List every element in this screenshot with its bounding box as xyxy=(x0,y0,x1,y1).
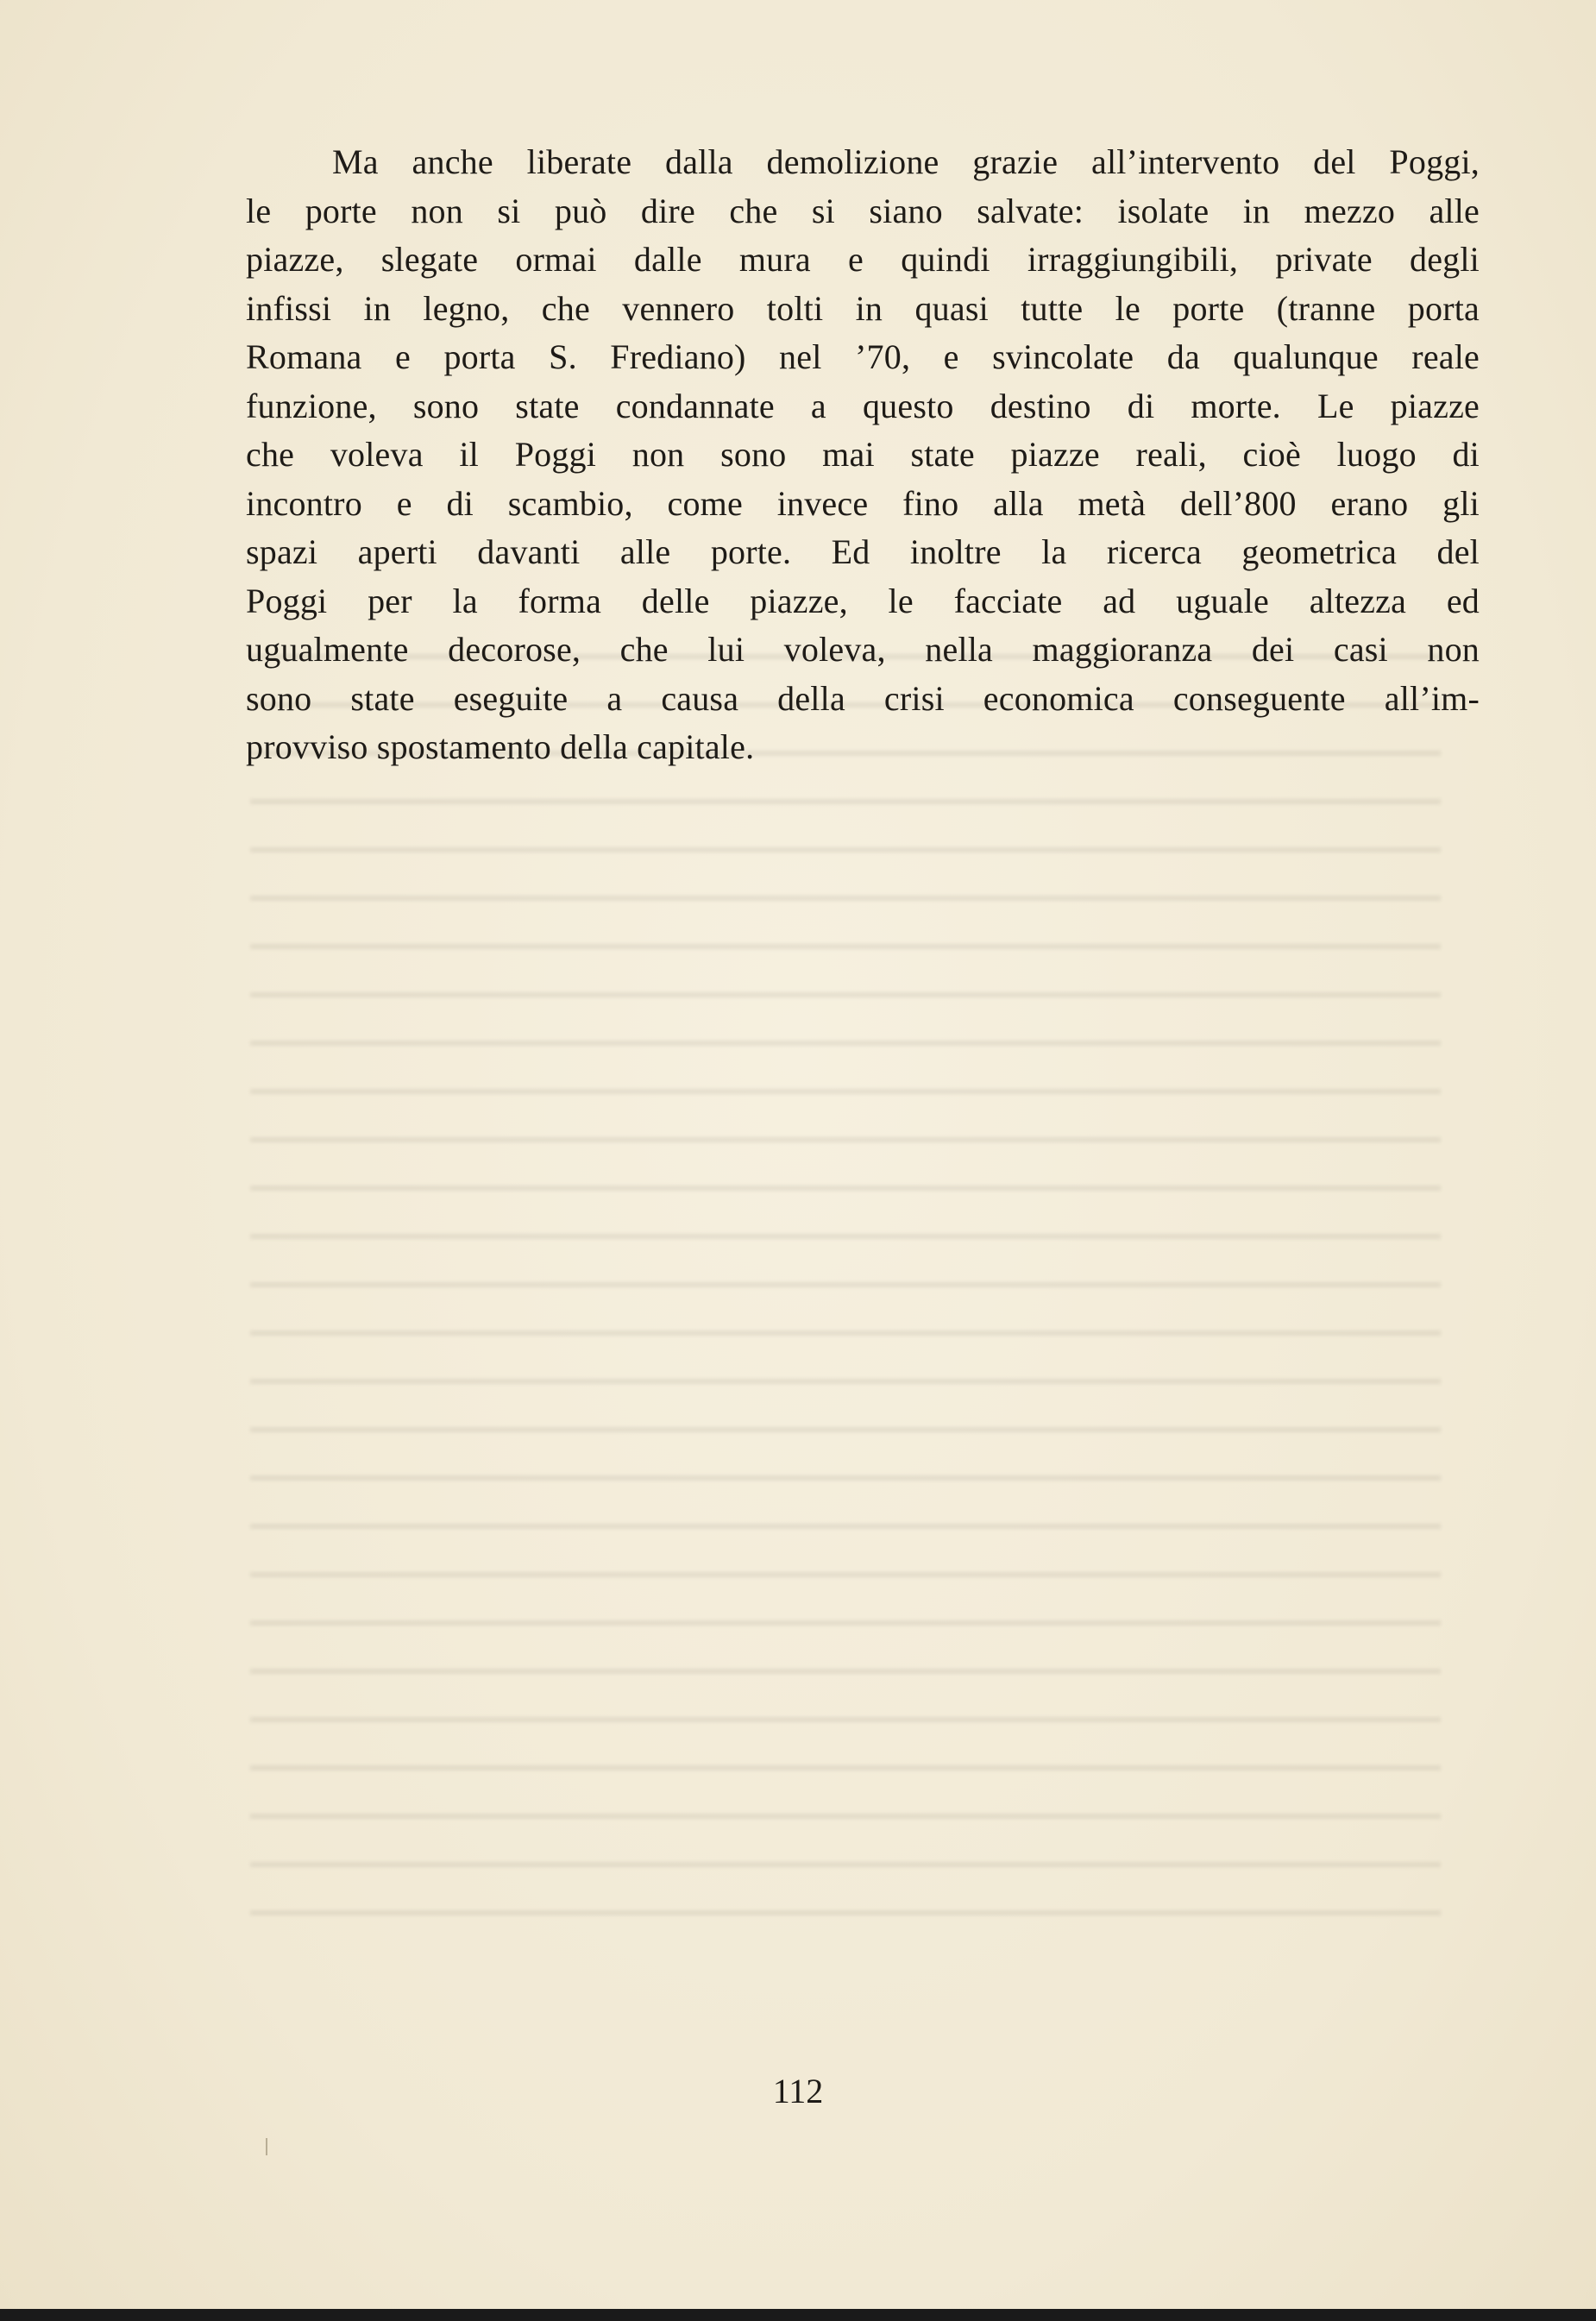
text-line: infissi in legno, che vennero tolti in quasi tutte le porte (tranne porta xyxy=(246,288,1480,328)
page-number: 112 xyxy=(772,2072,824,2110)
text-line: Ma anche liberate dalla demolizione grazie all’intervento del Poggi, xyxy=(332,142,1480,181)
text-line: le porte non si può dire che si siano salvate: isolate in mezzo alle xyxy=(246,191,1480,230)
text-line: spazi aperti davanti alle porte. Ed inoltre la ricerca geometrica del xyxy=(246,532,1480,571)
text-line: piazze, slegate ormai dalle mura e quindi irraggiungibili, private degli xyxy=(246,240,1480,279)
reverse-side-show-through xyxy=(250,621,1441,1959)
text-line: incontro e di scambio, come invece fino alla metà dell’800 erano gli xyxy=(246,483,1480,523)
text-line: che voleva il Poggi non sono mai state piazze reali, cioè luogo di xyxy=(246,435,1480,474)
text-line: funzione, sono state condannate a questo destino di morte. Le piazze xyxy=(246,386,1480,425)
scan-bottom-edge xyxy=(0,2309,1596,2321)
paper-mark xyxy=(266,2138,267,2155)
text-line: ugualmente decorose, che lui voleva, nella maggioranza dei casi non xyxy=(246,630,1480,669)
text-line: Poggi per la forma delle piazze, le facciate ad uguale altezza ed xyxy=(246,581,1480,620)
body-text xyxy=(246,138,1480,772)
text-line: sono state eseguite a causa della crisi economica conseguente all’im- xyxy=(246,678,1480,718)
text-line: provviso spostamento della capitale. xyxy=(246,727,755,766)
paragraph xyxy=(246,138,1480,772)
text-line: Romana e porta S. Frediano) nel ’70, e svincolate da qualunque reale xyxy=(246,337,1480,376)
